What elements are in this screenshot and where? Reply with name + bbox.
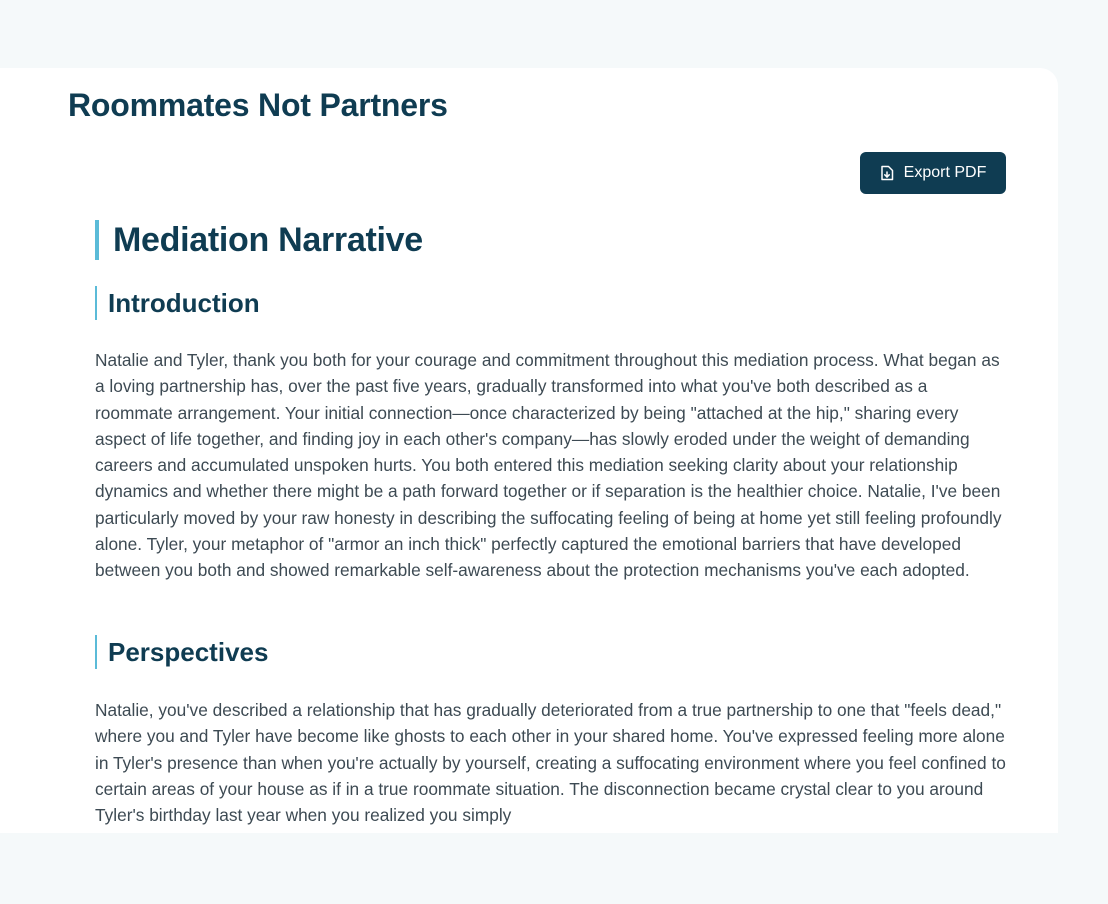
section-body-introduction: Natalie and Tyler, thank you both for your courage and commitment throughout this mediation process. What began as a loving partnership has, over the past five years, gradually transformed into what you've both described as a roommate arrangement. Your initial connection—once characterized by being "attached at the hip," sharing every aspect of life together, and finding joy in each other's company—has slowly eroded under the weight of demanding careers and accumulated unspoken hurts. You both entered this mediation seeking clarity about your relationship dynamics and whether there might be a path forward together or if separation is the healthier choice. Natalie, I've been particularly moved by your raw honesty in describing the suffocating feeling of being at home yet still feeling profoundly alone. Tyler, your metaphor of "armor an inch thick" perfectly captured the emotional barriers that have developed between you both and showed remarkable self-awareness about the protection mechanisms you've each adopted. — [95, 350, 1002, 581]
page-footer-area — [0, 833, 1108, 904]
file-download-icon — [880, 165, 894, 181]
document-card — [0, 68, 1058, 833]
section-heading-introduction: Introduction — [95, 286, 260, 320]
export-pdf-button[interactable] — [860, 152, 1006, 194]
section-heading-perspectives: Perspectives — [95, 635, 268, 669]
document-heading: Mediation Narrative — [95, 220, 423, 260]
page-title: Roommates Not Partners — [68, 87, 448, 123]
section-body-perspectives: Natalie, you've described a relationship that has gradually deteriorated from a true partnership to one that "feels dead," where you and Tyler have become like ghosts to each other in your shared home. You've expressed feeling more alone in Tyler's presence than when you're actually by yourself, creating a suffocating environment where you feel confined to certain areas of your house as if in a true roommate situation. The disconnection became crystal clear to you around Tyler's birthday last year when you realized you simply — [95, 700, 1006, 826]
export-pdf-label: Export PDF — [903, 164, 987, 181]
